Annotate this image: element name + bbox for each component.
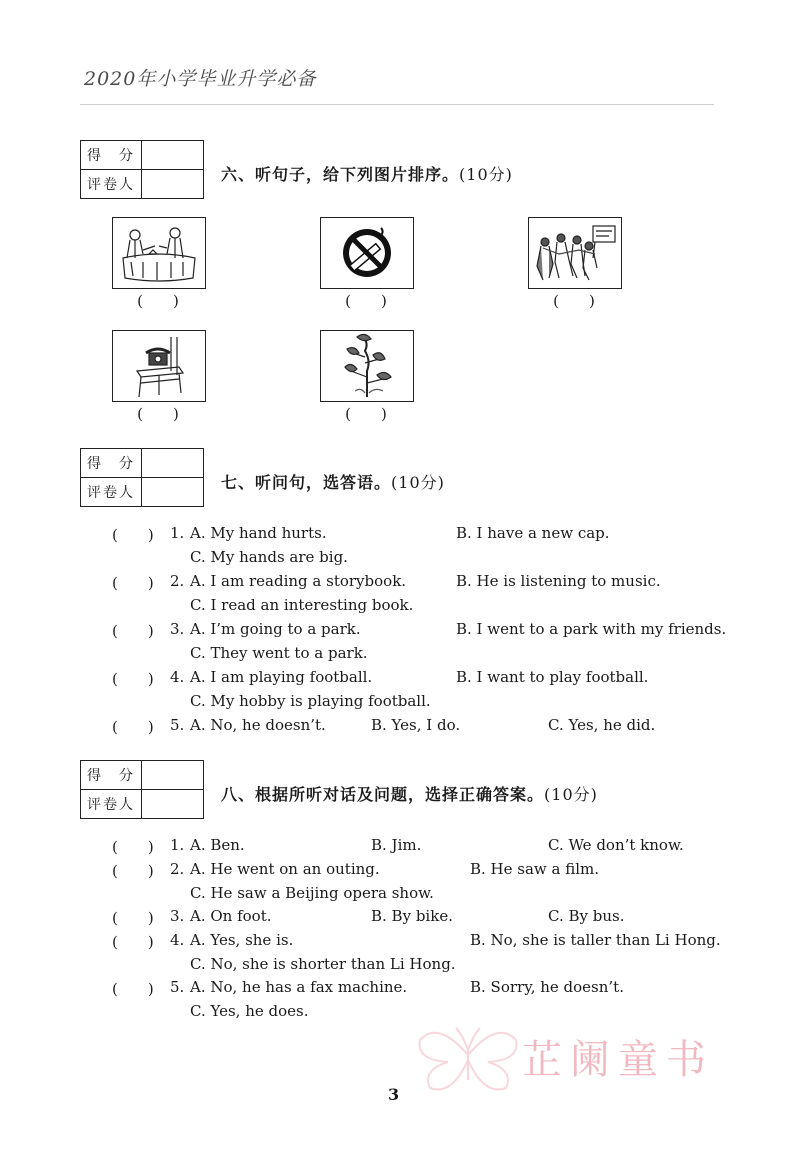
s7-q4-option-b: B. I want to play football. [456, 668, 649, 686]
score-label: 得 分 [81, 449, 142, 478]
s7-q1-option-a: A. My hand hurts. [190, 524, 327, 542]
no-smoking-icon [320, 217, 414, 289]
group-outing-icon [528, 217, 622, 289]
s7-q3-option-a: A. I’m going to a park. [190, 620, 361, 638]
s7-q1-option-b: B. I have a new cap. [456, 524, 610, 542]
score-label: 得 分 [81, 761, 142, 790]
section-6-points: (10分) [459, 165, 513, 184]
s8-q1-number: 1. [170, 836, 185, 854]
s8-q4-option-c: C. No, she is shorter than Li Hong. [190, 955, 456, 973]
s7-q4-option-a: A. I am playing football. [190, 668, 373, 686]
s8-q5-option-c: C. Yes, he does. [190, 1002, 309, 1020]
header-divider [80, 104, 714, 105]
people-at-table-icon [112, 217, 206, 289]
s7-q5-number: 5. [170, 716, 185, 734]
s7-q3-number: 3. [170, 620, 185, 638]
watermark-text: 芷阑童书 [522, 1037, 714, 1083]
s8-q4-option-a: A. Yes, she is. [190, 931, 294, 949]
score-box-8 [80, 760, 204, 819]
section-7-title-text: 七、听问句，选答语。 [221, 473, 392, 492]
s8-q4-paren[interactable]: ( ) [112, 933, 154, 951]
s7-q3-paren[interactable]: ( ) [112, 622, 154, 640]
s8-q5-paren[interactable]: ( ) [112, 980, 154, 998]
picture-5-paren[interactable]: ( ) [345, 405, 387, 423]
score-cell[interactable] [142, 449, 204, 478]
picture-3-paren[interactable]: ( ) [553, 292, 595, 310]
s8-q1-option-c: C. We don’t know. [548, 836, 684, 854]
s8-q3-option-c: C. By bus. [548, 907, 625, 925]
grader-cell[interactable] [142, 790, 204, 819]
grader-cell[interactable] [142, 478, 204, 507]
tree-icon [320, 330, 414, 402]
section-7-title [221, 470, 445, 493]
score-label: 得 分 [81, 141, 142, 170]
s8-q5-option-b: B. Sorry, he doesn’t. [470, 978, 624, 996]
s7-q5-option-b: B. Yes, I do. [371, 716, 461, 734]
s7-q4-paren[interactable]: ( ) [112, 670, 154, 688]
s7-q3-option-b: B. I went to a park with my friends. [456, 620, 727, 638]
s7-q1-number: 1. [170, 524, 185, 542]
s7-q1-option-c: C. My hands are big. [190, 548, 348, 566]
s8-q3-option-b: B. By bike. [371, 907, 453, 925]
section-8-points: (10分) [544, 785, 598, 804]
s7-q2-paren[interactable]: ( ) [112, 574, 154, 592]
s7-q2-number: 2. [170, 572, 185, 590]
page-number: 3 [388, 1085, 400, 1104]
section-8-title [221, 782, 598, 805]
score-box-7 [80, 448, 204, 507]
s7-q4-number: 4. [170, 668, 185, 686]
s8-q3-paren[interactable]: ( ) [112, 909, 154, 927]
score-cell[interactable] [142, 141, 204, 170]
s8-q4-option-b: B. No, she is taller than Li Hong. [470, 931, 721, 949]
grader-cell[interactable] [142, 170, 204, 199]
s8-q1-paren[interactable]: ( ) [112, 838, 154, 856]
picture-4-paren[interactable]: ( ) [137, 405, 179, 423]
s7-q2-option-c: C. I read an interesting book. [190, 596, 414, 614]
s8-q2-number: 2. [170, 860, 185, 878]
picture-2-paren[interactable]: ( ) [345, 292, 387, 310]
grader-label: 评卷人 [81, 790, 142, 819]
s7-q5-option-a: A. No, he doesn’t. [190, 716, 326, 734]
s7-q2-option-a: A. I am reading a storybook. [190, 572, 407, 590]
s7-q3-option-c: C. They went to a park. [190, 644, 368, 662]
s7-q4-option-c: C. My hobby is playing football. [190, 692, 431, 710]
section-6-title-text: 六、听句子，给下列图片排序。 [221, 165, 460, 184]
score-cell[interactable] [142, 761, 204, 790]
telephone-on-chair-icon [112, 330, 206, 402]
s7-q2-option-b: B. He is listening to music. [456, 572, 661, 590]
s7-q5-paren[interactable]: ( ) [112, 718, 154, 736]
s8-q1-option-a: A. Ben. [190, 836, 245, 854]
section-6-title [221, 162, 513, 185]
s8-q4-number: 4. [170, 931, 185, 949]
picture-1-paren[interactable]: ( ) [137, 292, 179, 310]
s8-q2-option-b: B. He saw a film. [470, 860, 600, 878]
s8-q2-option-c: C. He saw a Beijing opera show. [190, 884, 434, 902]
s8-q3-option-a: A. On foot. [190, 907, 272, 925]
page-header: 2020年小学毕业升学必备 [84, 68, 317, 90]
s7-q1-paren[interactable]: ( ) [112, 526, 154, 544]
s8-q2-option-a: A. He went on an outing. [190, 860, 380, 878]
s8-q5-option-a: A. No, he has a fax machine. [190, 978, 408, 996]
grader-label: 评卷人 [81, 170, 142, 199]
s7-q5-option-c: C. Yes, he did. [548, 716, 656, 734]
grader-label: 评卷人 [81, 478, 142, 507]
score-box-6 [80, 140, 204, 199]
s8-q3-number: 3. [170, 907, 185, 925]
section-8-title-text: 八、根据所听对话及问题，选择正确答案。 [221, 785, 545, 804]
s8-q5-number: 5. [170, 978, 185, 996]
s8-q1-option-b: B. Jim. [371, 836, 422, 854]
section-7-points: (10分) [391, 473, 445, 492]
s8-q2-paren[interactable]: ( ) [112, 862, 154, 880]
